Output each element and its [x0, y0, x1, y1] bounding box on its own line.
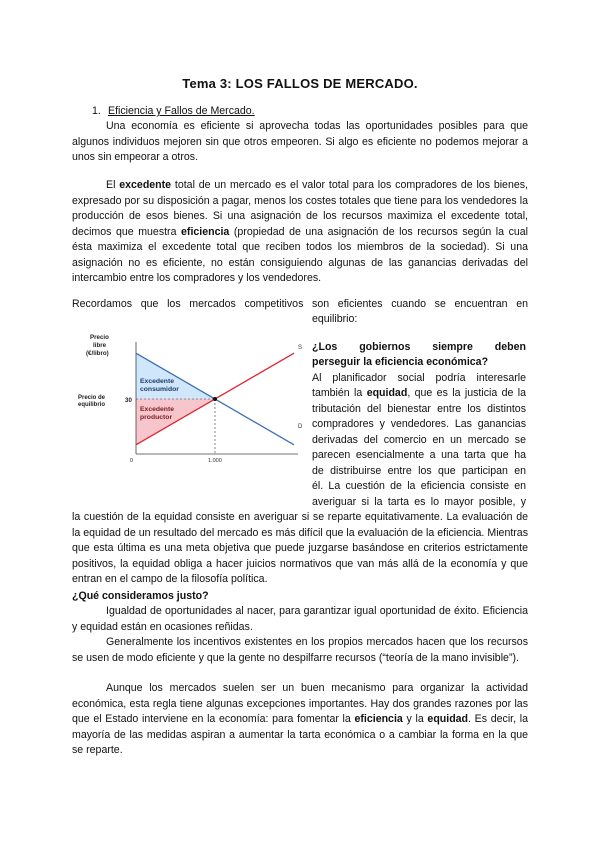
surplus-chart — [76, 330, 306, 470]
side-line: él. La cuestión de la eficiencia consiste en — [312, 480, 526, 492]
producer-surplus-label-1: Excedente — [140, 406, 175, 413]
equilibrium-quantity-tick: 1.000 — [208, 458, 222, 464]
term-equidad-2: equidad — [427, 713, 469, 725]
paragraph-equity: la cuestión de la equidad consiste en averiguar si se reparte equitativamente. La evaluación de la equidad de un resultado del mercado es más difícil que la evaluación de la eficiencia. Mientras que esta última es una meta objetiva que puede juzgarse basándose en criterios estrictamente positivos, la equidad obliga a hacer juicios normativos que van más allá de la economía y que entran en el campo de la filosofía política. — [72, 511, 528, 585]
equilibrium-price-tick: 30 — [125, 397, 132, 404]
side-line: parecen esencialmente a una tarta que ha — [312, 449, 526, 461]
y-axis-label-2: libre — [93, 342, 107, 349]
equilibrium-price-caption-1: Precio de — [78, 395, 106, 401]
side-line: Al planificador social podría interesarle — [312, 372, 526, 384]
paragraph-efficiency: Una economía es eficiente si aprovecha todas las oportunidades posibles para que algunos individuos mejoren sin que otros empeoren. Si algo es eficiente no podemos mejorar a unos sin empeorar a otros. — [72, 120, 528, 163]
y-axis-label-3: (€/libro) — [86, 350, 109, 357]
paragraph-state-intervention: Aunque los mercados suelen ser un buen mecanismo para organizar la actividad económica, esta regla tiene algunas excepciones importantes. Hay dos grandes razones por las que el Estado interviene en la economía: para fomentar la eficiencia y la equidad. Es decir, la mayoría de las medidas aspiran a aumentar la tarta económica o a cambiar la forma en la que se reparte. — [72, 682, 528, 756]
side-line: también la equidad, que es la justicia de la — [312, 387, 527, 399]
paragraph-competitive-markets-end: equilibrio: — [312, 313, 358, 325]
side-question-1: ¿Los gobiernos siempre deben — [312, 341, 526, 353]
supply-label: S — [298, 345, 303, 351]
demand-label: D — [298, 424, 303, 430]
side-line: de distribuirse entre los que participan en — [312, 465, 526, 477]
side-line: averiguar si la tarta es lo mayor posible, y — [312, 496, 526, 508]
consumer-surplus-label-1: Excedente — [140, 378, 175, 385]
side-question-2: perseguir la eficiencia económica? — [312, 356, 489, 368]
producer-surplus-label-2: productor — [140, 414, 173, 421]
equilibrium-point — [213, 397, 217, 401]
paragraph-invisible-hand: Generalmente los incentivos existentes en los propios mercados hacen que los recursos se usen de modo eficiente y que la gente no despilfarre recursos (“teoría de la mano invisible”). — [72, 636, 528, 664]
section-heading-justice: ¿Qué consideramos justo? — [72, 590, 209, 602]
paragraph-competitive-markets: Recordamos que los mercados competitivos son eficientes cuando se encuentran en — [72, 298, 528, 310]
origin-label: 0 — [130, 458, 134, 464]
equilibrium-price-caption-2: equilibrio — [78, 402, 105, 408]
term-excedente: excedente — [119, 179, 172, 191]
section-heading: Eficiencia y Fallos de Mercado. — [108, 105, 255, 117]
consumer-surplus-label-2: consumidor — [140, 386, 179, 393]
side-line: compradores y vendedores. Las ganancias — [312, 418, 526, 430]
side-line: derivadas del comercio en un mercado se — [312, 434, 526, 446]
y-axis-label-1: Precio — [90, 334, 109, 341]
term-eficiencia-2: eficiencia — [354, 713, 403, 725]
paragraph-surplus: El excedente total de un mercado es el valor total para los compradores de los bienes, expresado por su disposición a pagar, menos los costes totales que tiene para los vendedores la producción de esos bienes. Si una asignación de los recursos maximiza el excedente total, decimos que muestra eficiencia (propiedad de una asignación de los recursos según la cual ésta maximiza el excedente total que reciben todos los miembros de la sociedad). Si una asignación no es eficiente, no están consiguiendo algunas de las ganancias derivadas del intercambio entre los compradores y los vendedores. — [72, 179, 528, 284]
term-eficiencia: eficiencia — [181, 225, 230, 238]
section-number: 1. — [92, 105, 101, 117]
term-equidad: equidad — [366, 387, 408, 399]
page-title: Tema 3: LOS FALLOS DE MERCADO. — [182, 76, 418, 91]
side-line: tributación del bienestar entre los distintos — [312, 403, 526, 415]
paragraph-opportunities: Igualdad de oportunidades al nacer, para garantizar igual oportunidad de éxito. Eficiencia y equidad están en ocasiones reñidas. — [72, 605, 528, 633]
